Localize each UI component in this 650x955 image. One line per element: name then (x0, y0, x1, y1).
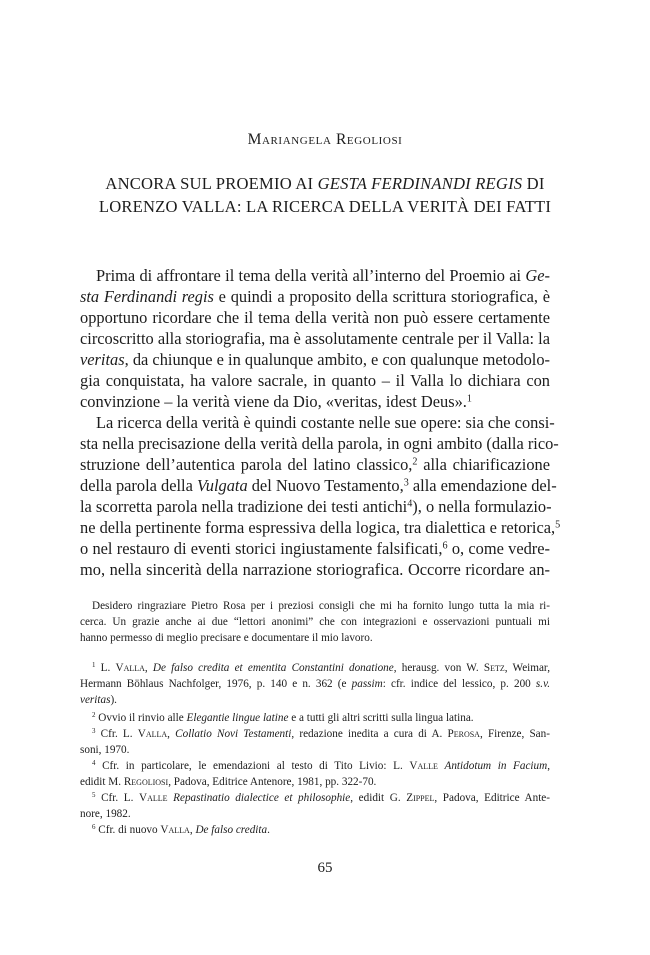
body-line: veritas, da chiunque e in qualunque ambito, e con qualunque metodolo- (80, 350, 550, 369)
footnote-ref[interactable]: 3 (403, 477, 409, 489)
footnote-ref[interactable]: 2 (412, 456, 418, 468)
footnote-5-line-2: nore, 1982. (80, 808, 131, 820)
footnote-ref[interactable]: 6 (442, 540, 448, 552)
footnote-1: $^1$ L. Valla, De falso credita et ementita Constantini donatione, herausg. von W. Setz, Weimar, (92, 661, 551, 674)
article-title-line-1: ANCORA SUL PROEMIO AI GESTA FERDINANDI REGIS DI (105, 174, 545, 193)
footnote-3: $^3$ Cfr. L. Valla, Collatio Novi Testamenti, redazione inedita a cura di A. Perosa, Firenze, San- (92, 727, 550, 740)
body-line: opportuno ricordare che il tema della verità non può essere certamente (80, 308, 550, 327)
note-line: Desidero ringraziare Pietro Rosa per i preziosi consigli che mi ha fornito lungo tutta la mia ri- (92, 600, 550, 612)
body-line: La ricerca della verità è quindi costante nelle sue opere: sia che consi- (96, 413, 555, 432)
footnote-ref[interactable]: 1 (466, 393, 472, 405)
footnote-6: $^6$ Cfr. di nuovo Valla, De falso credita. (92, 823, 270, 836)
body-line: della parola della Vulgata del Nuovo Testamento,$^3$ alla emendazione del- (80, 476, 557, 495)
author-name: Mariangela Regoliosi (247, 131, 403, 148)
note-line: cerca. Un grazie anche ai due “lettori anonimi” che con integrazioni e osservazioni puntuali mi (80, 616, 550, 628)
body-line: convinzione – la verità viene da Dio, «veritas, idest Deus».$^1$ (80, 392, 472, 411)
body-line: ne della pertinente forma espressiva della logica, tra dialettica e retorica,$^5$ (80, 518, 561, 537)
footnote-ref[interactable]: 5 (555, 519, 561, 531)
footnote-1-line-3: veritas). (80, 694, 117, 706)
footnote-4: $^4$ Cfr. in particolare, le emendazioni al testo di Tito Livio: L. Valle Antidotum in Facium, (92, 759, 551, 772)
article-title-line-2: LORENZO VALLA: LA RICERCA DELLA VERITÀ DEI FATTI (98, 197, 552, 216)
body-line: sta nella precisazione della verità della parola, in ogni ambito (dalla rico- (80, 434, 559, 453)
footnote-1-line-2: Hermann Böhlaus Nachfolger, 1976, p. 140 e n. 362 (e passim: cfr. indice del lessico, p. 200 s.v. (80, 678, 551, 690)
footnote-5: $^5$ Cfr. L. Valle Repastinatio dialectice et philosophie, edidit G. Zippel, Padova, Editrice Ante- (92, 791, 551, 804)
footnote-4-line-2: edidit M. Regoliosi, Padova, Editrice Antenore, 1981, pp. 322-70. (80, 776, 377, 788)
body-line: mo, nella sincerità della narrazione storiografica. Occorre ricordare an- (80, 560, 550, 579)
body-line: struzione dell’autentica parola del latino classico,$^2$ alla chiarificazione (80, 455, 550, 474)
footnote-2: $^2$ Ovvio il rinvio alle Elegantie lingue latine e a tutti gli altri scritti sulla lingua latina. (92, 711, 474, 724)
body-line: sta Ferdinandi regis e quindi a proposito della scrittura storiografica, è (80, 287, 550, 306)
body-line: Prima di affrontare il tema della verità all’interno del Proemio ai Ge- (96, 266, 550, 285)
body-line: la scorretta parola nella tradizione dei testi antichi$^4$), o nella formulazio- (80, 497, 552, 516)
body-line: o nel restauro di eventi storici ingiustamente falsificati,$^6$ o, come vedre- (80, 539, 550, 558)
note-line: hanno permesso di meglio precisare e documentare il mio lavoro. (80, 632, 373, 644)
page-number: 65 (317, 860, 333, 876)
footnote-3-line-2: soni, 1970. (80, 744, 130, 756)
body-line: circoscritto alla storiografia, ma è assolutamente centrale per il Valla: la (80, 329, 550, 348)
body-line: gia conquistata, ha valore sacrale, in quanto – il Valla lo dichiara con (80, 371, 550, 390)
footnote-ref[interactable]: 4 (407, 498, 413, 510)
